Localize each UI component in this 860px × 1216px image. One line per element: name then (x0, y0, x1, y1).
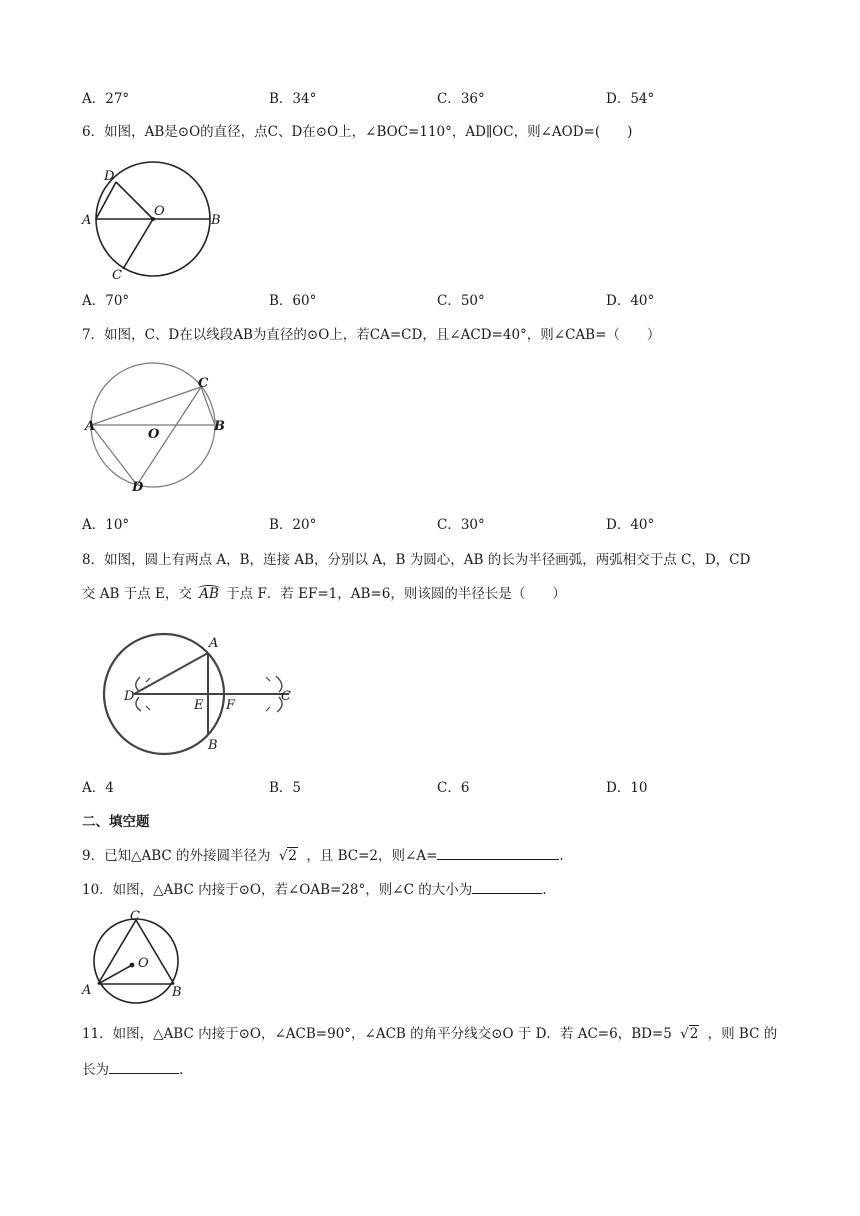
q6-option-d: D．40° (606, 293, 655, 309)
q8-option-c: C．6 (437, 780, 470, 796)
q10-answer-blank[interactable] (472, 879, 542, 894)
q10-label-a: A (82, 983, 92, 998)
q11-sqrt: √2 (680, 1026, 699, 1042)
q11-text-part1: 11．如图，△ABC 内接于⊙O，∠ACB=90°，∠ACB 的角平分线交⊙O 于 D．若 AC=6，BD=5 (82, 1026, 672, 1042)
q11-stem-line2 (82, 1059, 183, 1080)
q7-stem: 7．如图，C、D在以线段AB为直径的⊙O上，若CA=CD，且∠ACD=40°，则∠CAB=（ ） (82, 327, 661, 343)
q9-text-part1: 9．已知△ABC 的外接圆半径为 (82, 848, 271, 864)
q7-label-a: A (85, 419, 96, 434)
section-title: 二、填空题 (82, 814, 150, 830)
q6-label-b: B (211, 213, 221, 228)
q6-option-a: A．70° (82, 293, 130, 309)
q11-text-line2: 长为 (82, 1062, 109, 1078)
q6-stem: 6．如图，AB是⊙O的直径，点C、D在⊙O上，∠BOC=110°，AD∥OC，则∠AOD=( ) (82, 124, 633, 140)
q8-label-e: E (194, 698, 204, 713)
q6-figure (82, 158, 222, 288)
q7-label-o: O (148, 427, 160, 442)
q8-stem-line2 (82, 584, 566, 604)
q7-label-d: D (132, 480, 144, 495)
q6-label-c: C (112, 268, 122, 283)
q8-stem-line2-part2: 于点 F．若 EF=1，AB=6，则该圆的半径长是（ ） (226, 586, 566, 602)
q8-option-d: D．10 (606, 780, 648, 796)
q10-label-b: B (172, 985, 182, 1000)
q10-figure (80, 909, 190, 1007)
q6-label-o: O (154, 204, 165, 219)
q9-end: . (559, 848, 564, 864)
q10-stem (82, 879, 547, 900)
q8-option-a: A．4 (82, 780, 114, 796)
q5-option-c: C．36° (437, 91, 485, 107)
q11-answer-blank[interactable] (109, 1059, 179, 1074)
q10-label-o: O (138, 956, 149, 971)
q10-end: . (542, 882, 547, 898)
q5-option-d: D．54° (606, 91, 655, 107)
q9-radicand: 2 (288, 848, 298, 864)
q7-option-b: B．20° (269, 517, 317, 533)
q6-label-a: A (82, 213, 92, 228)
q8-label-d: D (124, 689, 135, 704)
q10-text: 10．如图，△ABC 内接于⊙O，若∠OAB=28°，则∠C 的大小为 (82, 882, 473, 898)
q7-option-d: D．40° (606, 517, 655, 533)
q8-stem-line1: 8．如图，圆上有两点 A，B，连接 AB，分别以 A，B 为圆心，AB 的长为半径画弧，两弧相交于点 C，D，CD (82, 552, 751, 568)
q7-option-c: C．30° (437, 517, 485, 533)
q6-option-c: C．50° (437, 293, 485, 309)
q6-option-b: B．60° (269, 293, 317, 309)
q9-sqrt: √2 (278, 848, 298, 864)
q8-figure (90, 625, 320, 765)
q9-text-part2: ，且 BC=2，则∠A= (306, 848, 438, 864)
q5-option-b: B．34° (269, 91, 317, 107)
q11-stem-line1 (82, 1024, 777, 1044)
q7-label-b: B (214, 419, 225, 434)
q9-answer-blank[interactable] (437, 845, 559, 860)
q8-option-b: B．5 (269, 780, 302, 796)
q11-text-part2: ，则 BC 的 (707, 1026, 778, 1042)
q8-label-f: F (226, 698, 236, 713)
q8-label-b: B (208, 738, 218, 753)
q5-option-a: A．27° (82, 91, 130, 107)
q11-radicand: 2 (689, 1026, 699, 1042)
q6-label-d: D (104, 169, 115, 184)
q10-label-c: C (130, 909, 140, 924)
q8-arc-ab: AB (196, 584, 222, 604)
q7-figure (82, 360, 232, 500)
q8-stem-line2-part1: 交 AB 于点 E，交 (82, 586, 192, 602)
q9-stem (82, 845, 564, 866)
q8-label-a: A (209, 636, 219, 651)
q7-label-c: C (198, 376, 209, 391)
q8-label-c: C (281, 689, 291, 704)
q11-end: . (179, 1062, 184, 1078)
q7-option-a: A．10° (82, 517, 130, 533)
